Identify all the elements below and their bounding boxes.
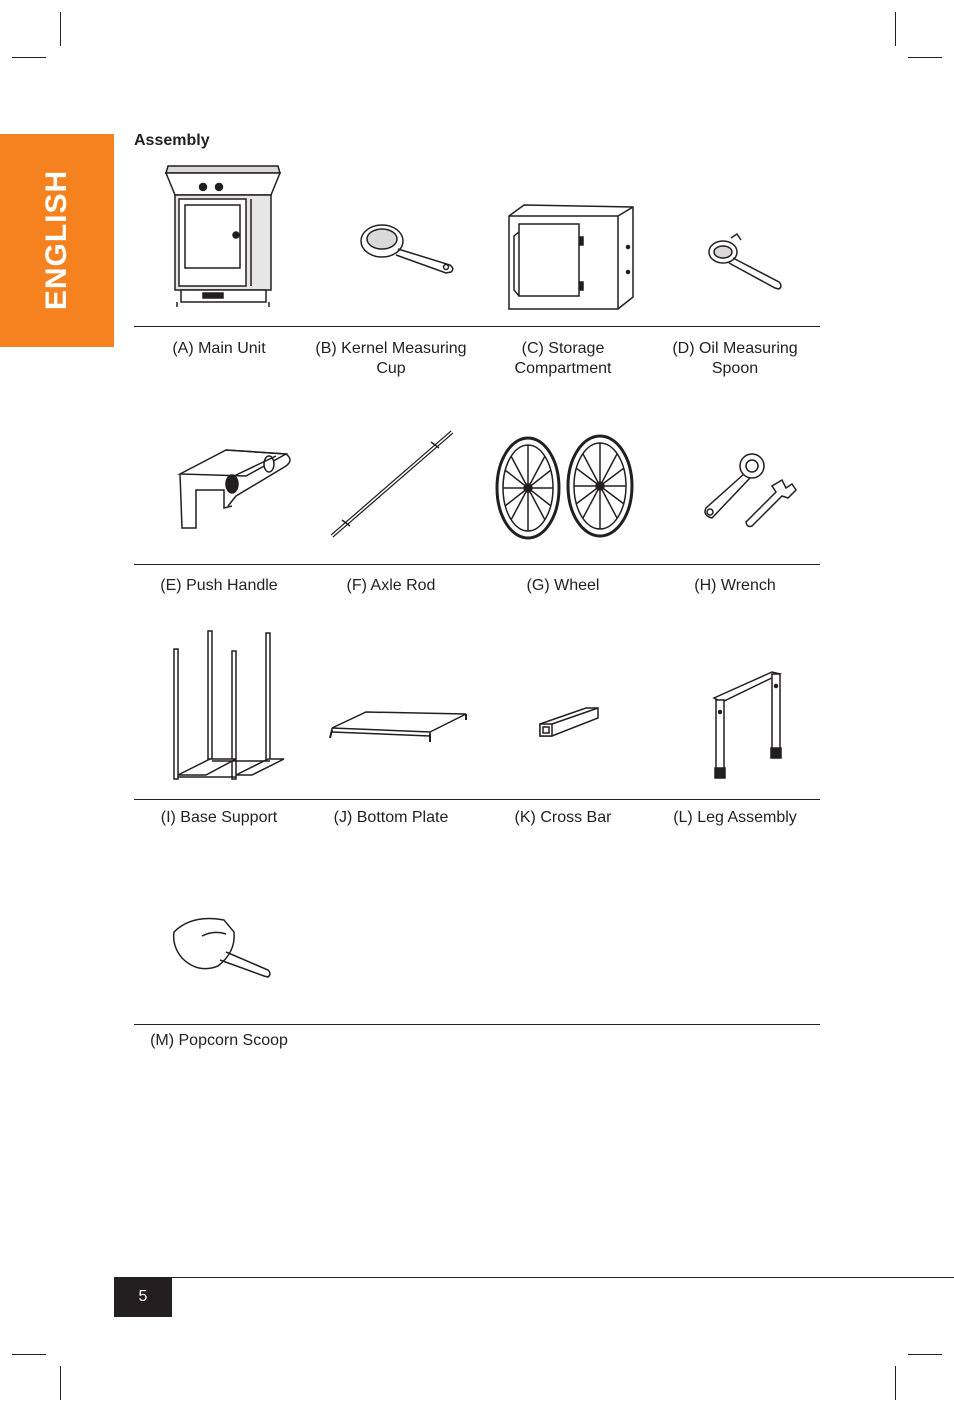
row-divider xyxy=(134,564,820,565)
base-support-illustration xyxy=(166,627,288,787)
row-divider xyxy=(134,1024,820,1025)
part-label-wrench: (H) Wrench xyxy=(694,577,776,594)
section-title: Assembly xyxy=(134,132,210,149)
part-label-leg-assembly: (L) Leg Assembly xyxy=(673,809,797,826)
push-handle-illustration xyxy=(176,446,296,532)
footer-rule xyxy=(114,1277,954,1278)
part-label-base-support: (I) Base Support xyxy=(160,809,278,826)
part-label-bottom-plate: (J) Bottom Plate xyxy=(333,809,449,826)
wheel-illustration xyxy=(494,434,636,542)
cross-bar-illustration xyxy=(536,704,602,740)
crop-mark xyxy=(895,12,896,46)
crop-mark xyxy=(908,1354,942,1355)
main-unit-illustration xyxy=(163,163,283,308)
crop-mark xyxy=(895,1366,896,1400)
crop-mark xyxy=(60,12,61,46)
page-number: 5 xyxy=(114,1277,172,1317)
part-label-popcorn-scoop: (M) Popcorn Scoop xyxy=(150,1032,288,1049)
part-label-oil-measuring-spoon: (D) Oil Measuring Spoon xyxy=(672,340,798,377)
crop-mark xyxy=(12,1354,46,1355)
part-label-wheel: (G) Wheel xyxy=(526,577,600,594)
leg-assembly-illustration xyxy=(710,668,790,782)
row-divider xyxy=(134,799,820,800)
part-label-axle-rod: (F) Axle Rod xyxy=(346,577,436,594)
language-tab xyxy=(0,134,114,347)
part-label-push-handle: (E) Push Handle xyxy=(160,577,278,594)
axle-rod-illustration xyxy=(326,428,456,540)
kernel-measuring-cup-illustration xyxy=(358,213,458,275)
part-label-main-unit: (A) Main Unit xyxy=(172,340,266,357)
popcorn-scoop-illustration xyxy=(168,912,276,982)
part-label-cross-bar: (K) Cross Bar xyxy=(514,809,612,826)
language-tab-label: ENGLISH xyxy=(40,169,73,311)
crop-mark xyxy=(12,57,46,58)
part-label-storage-compartment: (C) Storage Compartment xyxy=(514,340,612,377)
part-label-kernel-measuring-cup: (B) Kernel Measuring Cup xyxy=(315,340,467,377)
bottom-plate-illustration xyxy=(326,708,470,748)
wrench-illustration xyxy=(700,450,800,530)
row-divider xyxy=(134,326,820,327)
storage-compartment-illustration xyxy=(506,202,636,312)
oil-measuring-spoon-illustration xyxy=(703,230,787,294)
crop-mark xyxy=(908,57,942,58)
crop-mark xyxy=(60,1366,61,1400)
